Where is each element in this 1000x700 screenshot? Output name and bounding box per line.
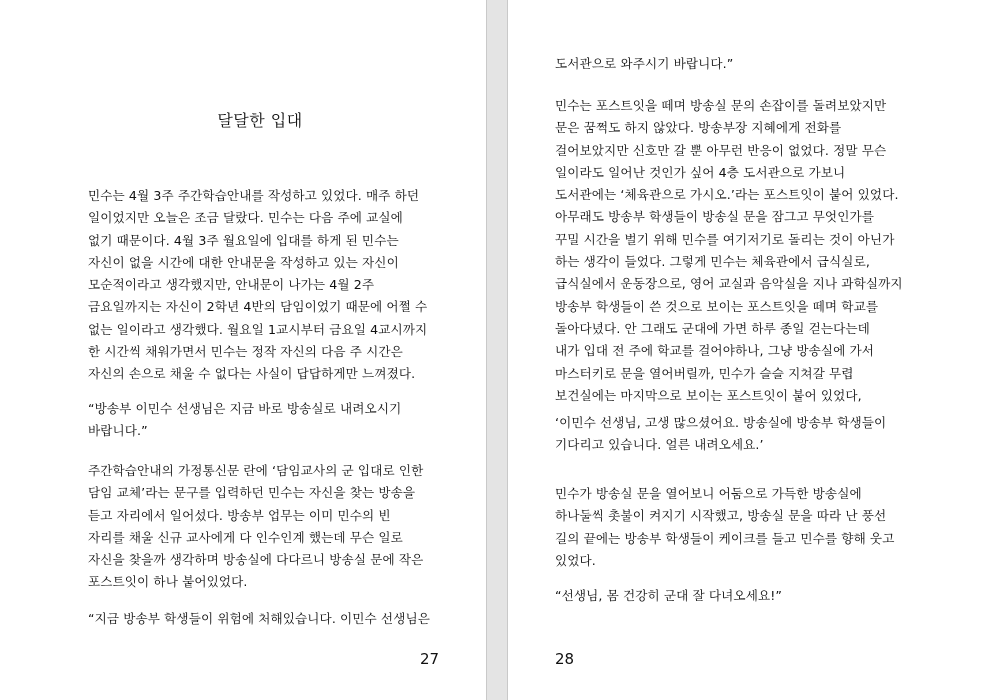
paragraph: 민수는 4월 3주 주간학습안내를 작성하고 있었다. 매주 하던 일이었지만 오늘은 조금 달랐다. 민수는 다음 주에 교실에 없기 때문이다. 4월 3주 월요일에 입대를 하게 된 민수는 자신이 없을 시간에 대한 안내문을 작성하고 있는 자신이 모순적이라고 생각했지만, 안내문이 나가는 4월 2주 금요일까지는 자신이 2학년 4반의 담임이었기 때문에 어쩔 수 없는 일이라고 생각했다. 월요일 1교시부터 금요일 4교시까지 한 시간씩 채워가면서 민수는 정작 자신의 다음 주 시간은 자신의 손으로 채울 수 없다는 사실이 답답하게만 느껴졌다. [88,188,428,382]
paragraph: 민수는 포스트잇을 떼며 방송실 문의 손잡이를 돌려보았지만 문은 꿈쩍도 하지 않았다. 방송부장 지혜에게 전화를 걸어보았지만 신호만 갈 뿐 아무런 반응이 없었다. 정말 무슨 일이라도 일어난 것인가 싶어 4층 도서관으로 가보니 도서관에는 ‘체육관으로 가시오.’라는 포스트잇이 붙어 있었다. 아무래도 방송부 학생들이 방송실 문을 잠그고 무엇인가를 꾸밀 시간을 벌기 위해 민수를 여기저기로 돌리는 것이 아닌가 하는 생각이 들었다. 그렇게 민수는 체육관에서 급식실로, 급식실에서 운동장으로, 영어 교실과 음악실을 지나 과학실까지 방송부 학생들이 쓴 것으로 보이는 포스트잇을 떼며 학교를 돌아다녔다. 안 그래도 군대에 가면 하루 종일 걷는다는데 내가 입대 전 주에 학교를 걸어야하나, 그냥 방송실에 가서 마스터키로 문을 열어버릴까, 민수가 슬슬 지쳐갈 무렵 보건실에는 마지막으로 보이는 포스트잇이 붙어 있었다, [555,98,903,403]
paragraph: 주간학습안내의 가정통신문 란에 ‘담임교사의 군 입대로 인한 담임 교체’라는 문구를 입력하던 민수는 자신을 찾는 방송을 듣고 자리에서 일어섰다. 방송부 업무는 이미 민수의 빈 자리를 채울 신규 교사에게 다 인수인계 했는데 무슨 일로 자신을 찾을까 생각하며 방송실에 다다르니 방송실 문에 작은 포스트잇이 하나 붙어있었다. [88,463,424,590]
paragraph: “방송부 이민수 선생님은 지금 바로 방송실로 내려오시기 바랍니다.” [88,401,402,439]
paragraph: 민수가 방송실 문을 열어보니 어둠으로 가득한 방송실에 하나둘씩 촛불이 켜지기 시작했고, 방송실 문을 따라 난 풍선 길의 끝에는 방송부 학생들이 케이크를 들고 민수를 향해 웃고 있었다. [555,486,895,568]
page-number: 28 [555,650,575,668]
paragraph: ‘이민수 선생님, 고생 많으셨어요. 방송실에 방송부 학생들이 기다리고 있습니다. 얼른 내려오세요.’ [555,415,887,453]
paragraph: “지금 방송부 학생들이 위험에 처해있습니다. 이민수 선생님은 [88,611,430,626]
page-gutter [487,0,507,700]
chapter-title: 달달한 입대 [217,111,303,130]
page-28 [507,0,1000,700]
paragraph: “선생님, 몸 건강히 군대 잘 다녀오세요!” [555,588,782,603]
paragraph: 도서관으로 와주시기 바랍니다.” [555,56,734,71]
page-27 [0,0,487,700]
page-number: 27 [420,650,440,668]
